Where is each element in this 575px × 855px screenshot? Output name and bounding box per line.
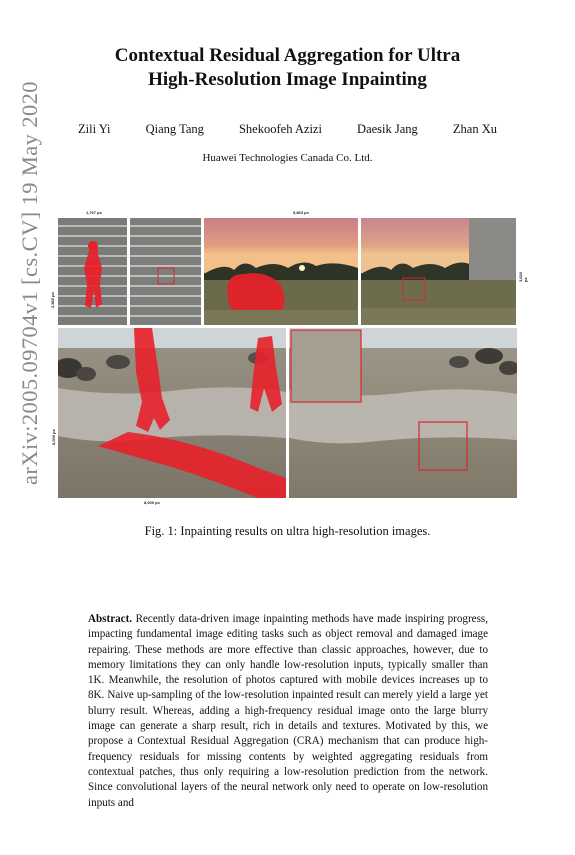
author: Zili Yi — [78, 122, 111, 136]
dim-label-bottom-width: 8,000 px — [144, 500, 160, 505]
dim-label-top-right-width: 5,863 px — [293, 210, 309, 215]
dim-label-top-right-height: 3,620 px — [518, 271, 528, 282]
panel-sunset-masked — [204, 218, 358, 325]
panel-stairs-inpainted — [130, 218, 201, 325]
author-list — [60, 122, 515, 137]
dim-label-bottom-height: 6,000 px — [51, 429, 56, 445]
arxiv-identifier: arXiv:2005.09704v1 [cs.CV] 19 May 2020 — [17, 81, 42, 485]
figure-1 — [50, 210, 528, 510]
author: Shekoofeh Azizi — [238, 122, 322, 136]
author: Zhan Xu — [452, 122, 497, 136]
affiliation: Huawei Technologies Canada Co. Ltd. — [202, 152, 373, 164]
dim-label-top-left-width: 1,707 px — [86, 210, 102, 215]
paper-title — [60, 44, 515, 92]
figure-caption: Fig. 1: Inpainting results on ultra high-resolution images. — [144, 524, 431, 538]
title-line-1: Contextual Residual Aggregation for Ultra — [114, 45, 461, 66]
dim-label-top-left-height: 2,560 px — [50, 292, 55, 308]
title-line-2: High-Resolution Image Inpainting — [148, 69, 427, 90]
panel-sunset-inpainted — [361, 218, 516, 325]
panel-beach-inpainted — [289, 328, 517, 498]
abstract — [88, 612, 488, 811]
author: Daesik Jang — [357, 122, 418, 136]
arxiv-sidebar — [0, 0, 60, 560]
author: Qiang Tang — [145, 122, 204, 136]
abstract-label: Abstract. — [88, 613, 133, 625]
abstract-text: Recently data-driven image inpainting methods have made inspiring progress, impacting fundamental image editing tasks such as object removal and damaged image repairing. These methods are more effective than classic approaches, however, due to memory limitations they can only handle low-resolution inputs, typically smaller than 1K. Meanwhile, the resolution of photos captured with mobile devices increases up to 8K. Naive up-sampling of the low-resolution inpainted result can merely yield a large yet blurry result. Whereas, adding a high-frequency residual image onto the large blurry image can generate a sharp result, rich in details and textures. Motivated by this, we propose a Contextual Residual Aggregation (CRA) mechanism that can produce high-frequency residuals for missing contents by weighted aggregating residuals from contextual patches, thus only requiring a low-resolution prediction from the network. Since convolutional layers of the neural network only need to operate on low-resolution inputs and — [88, 613, 488, 809]
panel-stairs-masked — [58, 218, 127, 325]
panel-beach-masked — [58, 328, 286, 498]
